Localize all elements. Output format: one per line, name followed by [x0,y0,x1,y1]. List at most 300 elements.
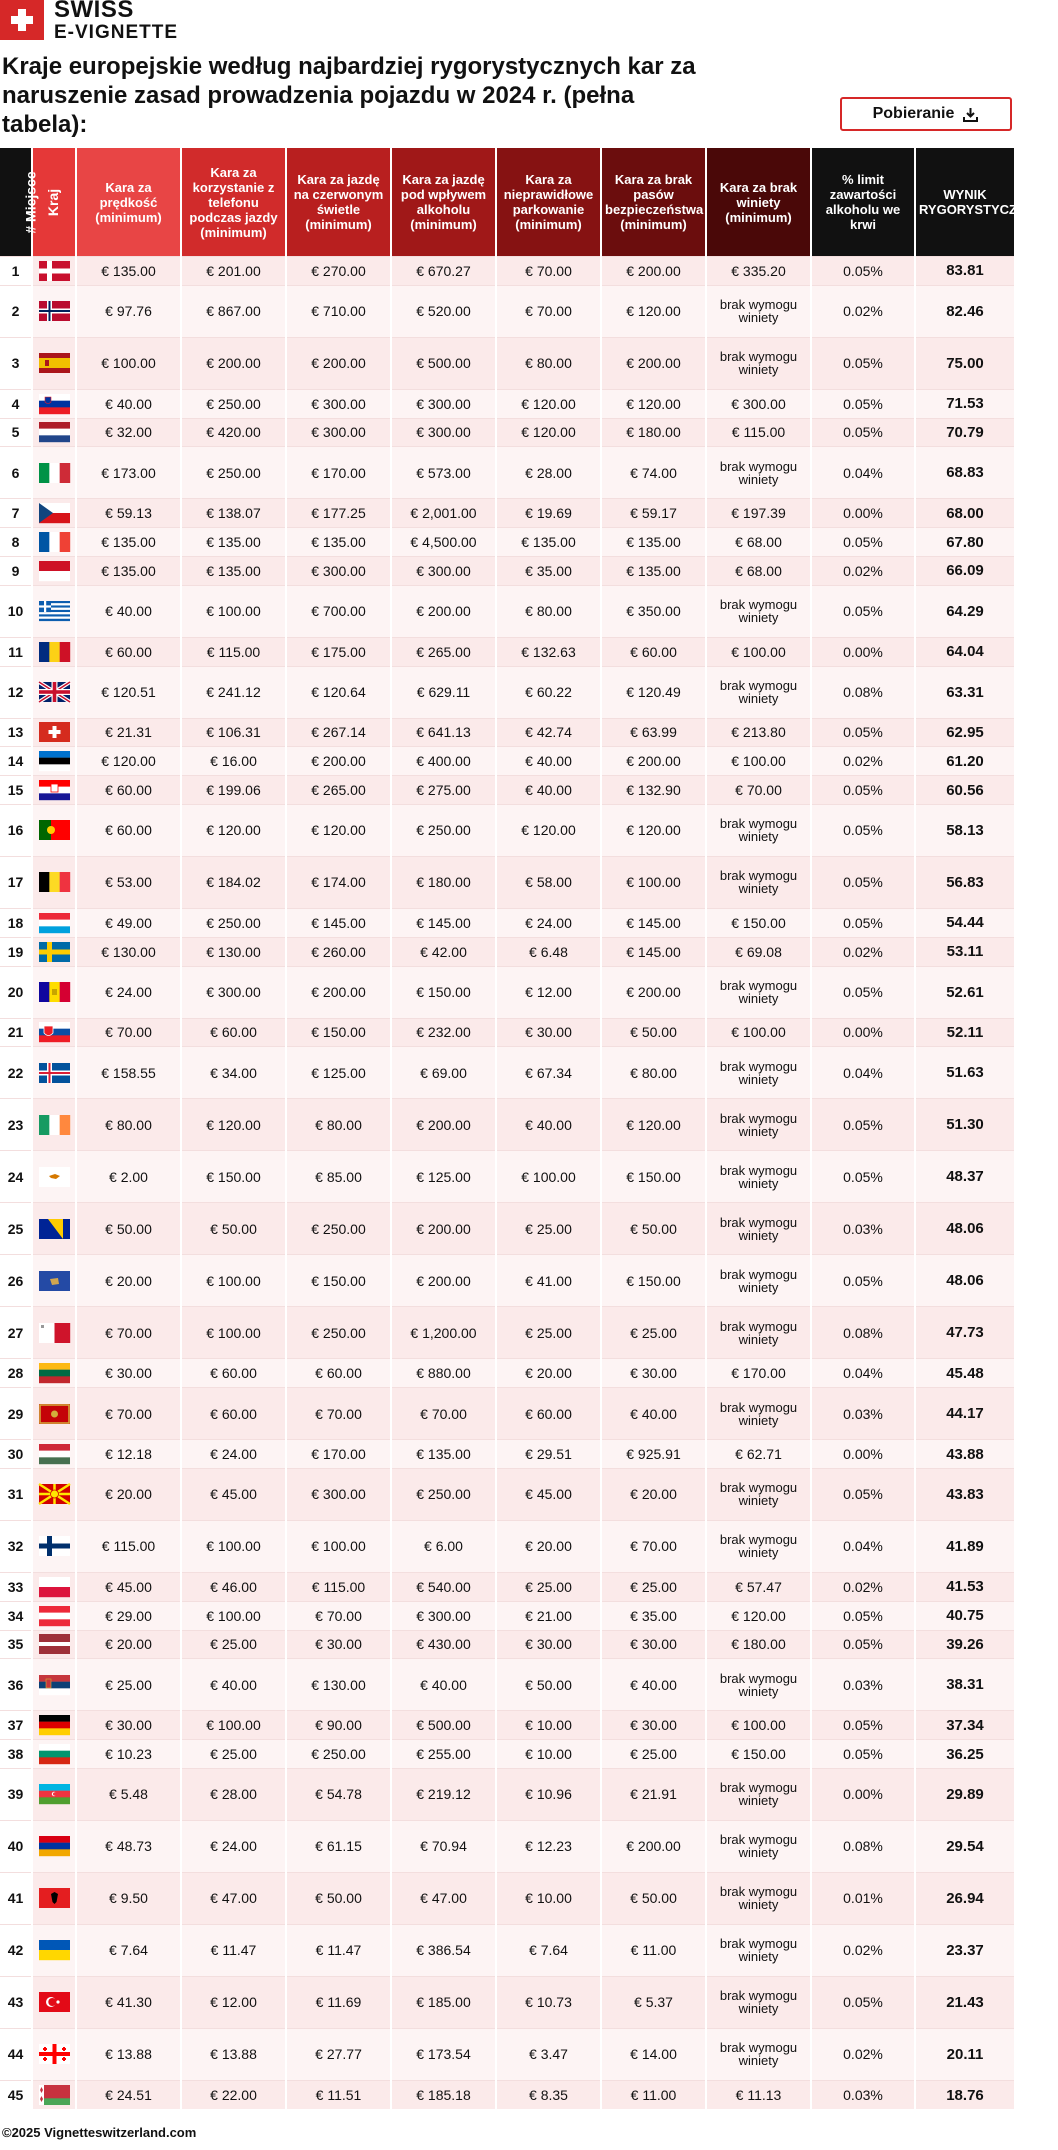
fine-cell: € 300.00 [391,556,496,585]
flag-icon-it [39,463,70,483]
country-cell [32,585,76,637]
fine-cell: € 120.00 [496,804,601,856]
fine-cell: € 255.00 [391,1740,496,1769]
rank-cell: 22 [0,1047,32,1099]
fine-cell: € 45.00 [496,1468,601,1520]
flag-icon-by [39,2085,70,2105]
alcohol-limit-cell: 0.04% [811,1047,915,1099]
flag-icon-sk [39,1022,70,1042]
rank-cell: 45 [0,2080,32,2109]
score-cell: 52.11 [915,1018,1015,1047]
fine-cell: € 250.00 [391,1468,496,1520]
rank-cell: 35 [0,1630,32,1659]
flag-icon-lt [39,1363,70,1383]
fine-cell: € 185.00 [391,1976,496,2028]
fine-cell: € 11.47 [286,1924,391,1976]
fine-cell: € 132.90 [601,776,706,805]
alcohol-limit-cell: 0.02% [811,1572,915,1601]
fine-cell: € 74.00 [601,447,706,499]
flag-icon-ro [39,642,70,662]
fine-cell: € 232.00 [391,1018,496,1047]
flag-icon-is [39,1063,70,1083]
table-row [0,1255,1015,1307]
country-cell [32,1768,76,1820]
fine-cell: € 16.00 [181,747,286,776]
fine-cell: € 34.00 [181,1047,286,1099]
fine-cell: € 30.00 [496,1018,601,1047]
column-header-label: Kara za brak winiety (minimum) [719,179,798,225]
fine-cell: € 29.51 [496,1440,601,1469]
fine-cell: € 270.00 [286,257,391,286]
flag-icon-ee [39,751,70,771]
rank-cell: 29 [0,1388,32,1440]
table-row [0,1820,1015,1872]
column-header-label: # Miejsce [22,170,39,234]
alcohol-limit-cell: 0.05% [811,528,915,557]
fine-cell: € 145.00 [286,908,391,937]
rank-cell: 8 [0,528,32,557]
country-cell [32,747,76,776]
flag-icon-xk [39,1271,70,1291]
table-row [0,556,1015,585]
rank-cell: 25 [0,1203,32,1255]
fine-cell: € 170.00 [706,1359,811,1388]
column-header-label: Kara za korzystanie z telefonu podczas jazdy (minimum) [189,164,278,240]
score-cell: 63.31 [915,666,1015,718]
rank-cell: 4 [0,389,32,418]
fine-cell: € 30.00 [601,1711,706,1740]
fine-cell: € 4,500.00 [391,528,496,557]
score-cell: 43.88 [915,1440,1015,1469]
fine-cell: € 11.47 [181,1924,286,1976]
flag-icon-al [39,1888,70,1908]
fine-cell: € 40.00 [496,1099,601,1151]
fine-cell: € 24.00 [496,908,601,937]
country-cell [32,1018,76,1047]
fine-cell: € 100.00 [601,856,706,908]
fine-cell: € 5.37 [601,1976,706,2028]
fine-cell: € 184.02 [181,856,286,908]
score-cell: 23.37 [915,1924,1015,1976]
fine-cell: € 300.00 [286,1468,391,1520]
fine-cell: € 241.12 [181,666,286,718]
country-cell [32,499,76,528]
fine-cell: € 49.00 [76,908,181,937]
flag-icon-ie [39,1115,70,1135]
alcohol-limit-cell: 0.00% [811,1440,915,1469]
rank-cell: 19 [0,937,32,966]
country-cell [32,1630,76,1659]
fine-cell: € 120.00 [496,389,601,418]
table-row [0,585,1015,637]
alcohol-limit-cell: 0.05% [811,776,915,805]
score-cell: 82.46 [915,285,1015,337]
fine-cell: € 130.00 [286,1659,391,1711]
alcohol-limit-cell: 0.05% [811,1740,915,1769]
column-header-5 [391,148,496,257]
no-vignette-cell: brak wymogu winiety [706,1255,811,1307]
fine-cell: € 80.00 [76,1099,181,1151]
fine-cell: € 250.00 [286,1740,391,1769]
rank-cell: 28 [0,1359,32,1388]
fine-cell: € 150.00 [391,966,496,1018]
fine-cell: € 7.64 [76,1924,181,1976]
fine-cell: € 24.00 [181,1820,286,1872]
brand-logo[interactable] [0,0,179,43]
fine-cell: € 120.00 [181,1099,286,1151]
fine-cell: € 150.00 [601,1255,706,1307]
rank-cell: 43 [0,1976,32,2028]
score-cell: 43.83 [915,1468,1015,1520]
alcohol-limit-cell: 0.03% [811,1659,915,1711]
fine-cell: € 11.00 [601,2080,706,2109]
fine-cell: € 11.69 [286,1976,391,2028]
fine-cell: € 25.00 [601,1740,706,1769]
alcohol-limit-cell: 0.04% [811,1520,915,1572]
column-header-label: WYNIK RYGORYSTYCZNOŚCI [919,187,1058,217]
no-vignette-cell: brak wymogu winiety [706,285,811,337]
flag-icon-se [39,942,70,962]
fine-cell: € 50.00 [496,1659,601,1711]
flag-icon-pl [39,1577,70,1597]
fine-cell: € 30.00 [601,1359,706,1388]
country-cell [32,1572,76,1601]
fine-cell: € 50.00 [601,1018,706,1047]
fine-cell: € 197.39 [706,499,811,528]
country-cell [32,666,76,718]
column-header-label: Kara za nieprawidłowe parkowanie (minimum) [503,172,594,232]
rank-cell: 30 [0,1440,32,1469]
fine-cell: € 115.00 [706,418,811,447]
fine-cell: € 158.55 [76,1047,181,1099]
country-cell [32,2080,76,2109]
fine-cell: € 25.00 [496,1572,601,1601]
fine-cell: € 150.00 [706,1740,811,1769]
flag-icon-hu [39,1444,70,1464]
fine-cell: € 180.00 [391,856,496,908]
alcohol-limit-cell: 0.02% [811,556,915,585]
score-cell: 75.00 [915,337,1015,389]
country-cell [32,1151,76,1203]
fine-cell: € 30.00 [601,1630,706,1659]
flag-icon-pt [39,820,70,840]
alcohol-limit-cell: 0.04% [811,447,915,499]
score-cell: 61.20 [915,747,1015,776]
fine-cell: € 120.00 [601,285,706,337]
copyright-footer: ©2025 Vignetteswitzerland.com [2,2125,197,2140]
fine-cell: € 67.34 [496,1047,601,1099]
fine-cell: € 250.00 [181,389,286,418]
rank-cell: 11 [0,637,32,666]
score-cell: 37.34 [915,1711,1015,1740]
fine-cell: € 47.00 [391,1872,496,1924]
fine-cell: € 540.00 [391,1572,496,1601]
fine-cell: € 420.00 [181,418,286,447]
fine-cell: € 53.00 [76,856,181,908]
fine-cell: € 35.00 [601,1601,706,1630]
fine-cell: € 138.07 [181,499,286,528]
alcohol-limit-cell: 0.00% [811,1768,915,1820]
table-row [0,1018,1015,1047]
table-header [0,148,1015,257]
score-cell: 52.61 [915,966,1015,1018]
country-cell [32,966,76,1018]
fine-cell: € 300.00 [706,389,811,418]
fine-cell: € 10.00 [496,1711,601,1740]
score-cell: 60.56 [915,776,1015,805]
fine-cell: € 300.00 [181,966,286,1018]
alcohol-limit-cell: 0.01% [811,1872,915,1924]
fine-cell: € 300.00 [391,1601,496,1630]
fine-cell: € 170.00 [286,1440,391,1469]
fine-cell: € 145.00 [391,908,496,937]
flag-icon-at [39,1606,70,1626]
rank-cell: 34 [0,1601,32,1630]
fine-cell: € 200.00 [601,337,706,389]
no-vignette-cell: brak wymogu winiety [706,1307,811,1359]
fine-cell: € 25.00 [496,1203,601,1255]
rank-cell: 2 [0,285,32,337]
fine-cell: € 10.23 [76,1740,181,1769]
fine-cell: € 30.00 [286,1630,391,1659]
fine-cell: € 21.91 [601,1768,706,1820]
rank-cell: 3 [0,337,32,389]
fine-cell: € 70.00 [706,776,811,805]
alcohol-limit-cell: 0.05% [811,585,915,637]
no-vignette-cell: brak wymogu winiety [706,1388,811,1440]
table-row [0,1440,1015,1469]
alcohol-limit-cell: 0.00% [811,499,915,528]
flag-icon-si [39,394,70,414]
score-cell: 41.53 [915,1572,1015,1601]
table-row [0,285,1015,337]
fine-cell: € 180.00 [601,418,706,447]
alcohol-limit-cell: 0.05% [811,389,915,418]
country-cell [32,2028,76,2080]
fine-cell: € 28.00 [181,1768,286,1820]
fine-cell: € 500.00 [391,1711,496,1740]
fine-cell: € 170.00 [286,447,391,499]
fine-cell: € 35.00 [496,556,601,585]
column-header-label: Kara za jazdę pod wpływem alkoholu (minimum) [400,172,487,232]
rank-cell: 6 [0,447,32,499]
fine-cell: € 250.00 [181,447,286,499]
score-cell: 48.06 [915,1203,1015,1255]
alcohol-limit-cell: 0.05% [811,1151,915,1203]
fine-cell: € 200.00 [601,747,706,776]
fine-cell: € 1,200.00 [391,1307,496,1359]
table-row [0,1740,1015,1769]
score-cell: 66.09 [915,556,1015,585]
download-button[interactable] [840,97,1012,131]
table-row [0,1572,1015,1601]
fine-cell: € 100.00 [706,1711,811,1740]
fine-cell: € 80.00 [496,585,601,637]
country-cell [32,285,76,337]
fine-cell: € 24.00 [181,1440,286,1469]
score-cell: 51.63 [915,1047,1015,1099]
no-vignette-cell: brak wymogu winiety [706,1659,811,1711]
rank-cell: 20 [0,966,32,1018]
country-cell [32,418,76,447]
fine-cell: € 100.00 [286,1520,391,1572]
fine-cell: € 61.15 [286,1820,391,1872]
fine-cell: € 135.00 [496,528,601,557]
fine-cell: € 700.00 [286,585,391,637]
fine-cell: € 120.00 [601,804,706,856]
rank-cell: 27 [0,1307,32,1359]
fine-cell: € 135.00 [76,556,181,585]
fine-cell: € 100.00 [181,1601,286,1630]
column-header-label: Kraj [45,188,62,216]
no-vignette-cell: brak wymogu winiety [706,804,811,856]
rank-cell: 10 [0,585,32,637]
score-cell: 67.80 [915,528,1015,557]
fine-cell: € 130.00 [76,937,181,966]
table-row [0,418,1015,447]
country-cell [32,718,76,747]
fine-cell: € 42.74 [496,718,601,747]
no-vignette-cell: brak wymogu winiety [706,1924,811,1976]
rank-cell: 36 [0,1659,32,1711]
fine-cell: € 200.00 [286,747,391,776]
rank-cell: 40 [0,1820,32,1872]
fine-cell: € 100.00 [76,337,181,389]
flag-icon-ua [39,1940,70,1960]
fine-cell: € 115.00 [181,637,286,666]
fine-cell: € 386.54 [391,1924,496,1976]
fine-cell: € 201.00 [181,257,286,286]
table-row [0,1388,1015,1440]
country-cell [32,337,76,389]
score-cell: 48.37 [915,1151,1015,1203]
score-cell: 64.29 [915,585,1015,637]
fine-cell: € 7.64 [496,1924,601,1976]
fine-cell: € 641.13 [391,718,496,747]
score-cell: 39.26 [915,1630,1015,1659]
table-row [0,1468,1015,1520]
fine-cell: € 50.00 [286,1872,391,1924]
country-cell [32,1924,76,1976]
fine-cell: € 115.00 [286,1572,391,1601]
fine-cell: € 25.00 [601,1307,706,1359]
fine-cell: € 200.00 [391,1099,496,1151]
fine-cell: € 100.00 [181,585,286,637]
score-cell: 44.17 [915,1388,1015,1440]
fine-cell: € 173.54 [391,2028,496,2080]
table-row [0,257,1015,286]
country-cell [32,1388,76,1440]
penalties-table [0,148,1058,2109]
alcohol-limit-cell: 0.05% [811,966,915,1018]
fine-cell: € 250.00 [391,804,496,856]
fine-cell: € 25.00 [601,1572,706,1601]
fine-cell: € 200.00 [391,1255,496,1307]
alcohol-limit-cell: 0.05% [811,804,915,856]
table-row [0,666,1015,718]
no-vignette-cell: brak wymogu winiety [706,337,811,389]
column-header-label: % limit zawartości alkoholu we krwi [825,172,901,232]
score-cell: 68.83 [915,447,1015,499]
fine-cell: € 120.64 [286,666,391,718]
flag-icon-lv [39,1634,70,1654]
score-cell: 64.04 [915,637,1015,666]
flag-icon-am [39,1836,70,1856]
fine-cell: € 45.00 [76,1572,181,1601]
fine-cell: € 300.00 [286,389,391,418]
fine-cell: € 25.00 [181,1630,286,1659]
fine-cell: € 13.88 [181,2028,286,2080]
flag-icon-me [39,1404,70,1424]
table-row [0,447,1015,499]
flag-icon-ch [39,722,70,742]
fine-cell: € 100.00 [181,1520,286,1572]
flag-icon-fr [39,532,70,552]
fine-cell: € 21.00 [496,1601,601,1630]
country-cell [32,937,76,966]
fine-cell: € 100.00 [496,1151,601,1203]
no-vignette-cell: brak wymogu winiety [706,1047,811,1099]
fine-cell: € 12.18 [76,1440,181,1469]
fine-cell: € 12.00 [181,1976,286,2028]
fine-cell: € 21.31 [76,718,181,747]
table-row [0,1711,1015,1740]
fine-cell: € 60.00 [181,1388,286,1440]
country-cell [32,804,76,856]
flag-icon-bg [39,1744,70,1764]
rank-cell: 15 [0,776,32,805]
download-label: Pobieranie [872,105,955,122]
fine-cell: € 120.00 [286,804,391,856]
country-cell [32,1520,76,1572]
fine-cell: € 60.22 [496,666,601,718]
table-row [0,804,1015,856]
fine-cell: € 58.00 [496,856,601,908]
country-cell [32,1203,76,1255]
fine-cell: € 80.00 [286,1099,391,1151]
country-cell [32,1872,76,1924]
no-vignette-cell: brak wymogu winiety [706,1520,811,1572]
fine-cell: € 520.00 [391,285,496,337]
table-row [0,2028,1015,2080]
alcohol-limit-cell: 0.05% [811,1255,915,1307]
fine-cell: € 57.47 [706,1572,811,1601]
fine-cell: € 115.00 [76,1520,181,1572]
alcohol-limit-cell: 0.02% [811,747,915,776]
column-header-8 [706,148,811,257]
rank-cell: 1 [0,257,32,286]
fine-cell: € 3.47 [496,2028,601,2080]
fine-cell: € 32.00 [76,418,181,447]
fine-cell: € 300.00 [391,418,496,447]
fine-cell: € 14.00 [601,2028,706,2080]
rank-cell: 26 [0,1255,32,1307]
fine-cell: € 100.00 [706,637,811,666]
no-vignette-cell: brak wymogu winiety [706,1151,811,1203]
table-row [0,966,1015,1018]
rank-cell: 42 [0,1924,32,1976]
score-cell: 45.48 [915,1359,1015,1388]
fine-cell: € 25.00 [76,1659,181,1711]
brand-text [54,0,178,42]
fine-cell: € 125.00 [286,1047,391,1099]
fine-cell: € 11.51 [286,2080,391,2109]
fine-cell: € 106.31 [181,718,286,747]
fine-cell: € 120.00 [601,1099,706,1151]
fine-cell: € 47.00 [181,1872,286,1924]
rank-cell: 21 [0,1018,32,1047]
alcohol-limit-cell: 0.08% [811,1307,915,1359]
